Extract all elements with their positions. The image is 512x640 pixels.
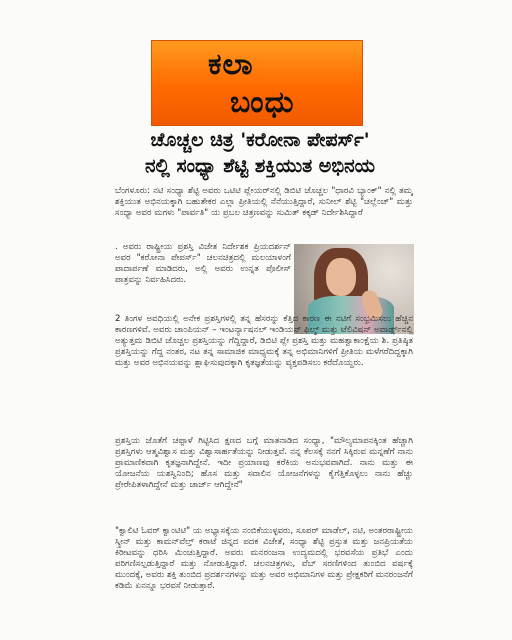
- article-paragraph-5: "ಕ್ವಾಲಿಟಿ ಓವರ್ ಕ್ವಾಂಟಿಟಿ" ಯ ಅಭ್ಯಾಸಕ್ಕೆಯ ನಂಬಿಕೆಯುಳ್ಳವರು, ಸೂಪರ್ ಮಾಡೆಲ್, ನಟಿ, ಅಂತರರಾಷ್ಟ್ರೀಯ ಸ್ಕ್ರೀನ್ ಮತ್ತು ಕಾಮನ್‌ವೆಲ್ತ್ ಕರಾಟೆ ಚಿನ್ನದ ಪದಕ ವಿಜೇತೆ, ಸಂಧ್ಯಾ ಶೆಟ್ಟಿ ಪ್ರಸ್ತುತ ಮತ್ತು ಜನಪ್ರಿಯತೆಯ ಕಿರೀಟವನ್ನು ಧರಿಸಿ ಮಿಂಚುತ್ತಿದ್ದಾರೆ. ಅವರು ಮನರಂಜನಾ ಉದ್ಯಮದಲ್ಲಿ ಭರವಸೆಯ ಪ್ರತಿಭೆ ಎಂದು ಪರಿಗಣಿಸಲ್ಪಡುತ್ತಿದ್ದಾರೆ ಮತ್ತು ನೋಡುತ್ತಿದ್ದಾರೆ. ಚಲನಚಿತ್ರಗಳು, ವೆಬ್ ಸರಣಿಗಳಿಂದ ತುಂಬಿದ ವರ್ಷಕ್ಕೆ ಮುಂದಕ್ಕೆ, ಅವರು ಶಕ್ತಿ ತುಂಬಿದ ಪ್ರದರ್ಶನಗಳನ್ನು ಮತ್ತು ಅವರ ಅಭಿಮಾನಿಗಳ ಮತ್ತು ಪ್ರೇಕ್ಷಕರಿಗೆ ಮನರಂಜನೆಗೆ ಕಡಿಮೆ ಏನನ್ನೂ ಭರವಸೆ ನೀಡುತ್ತಾರೆ.: [115, 526, 413, 591]
- section-banner: [151, 40, 363, 126]
- headline-line1: ಚೊಚ್ಚಲ ಚಿತ್ರ 'ಕರೋನಾ ಪೇಪರ್ಸ್': [150, 129, 370, 151]
- headline-line2: ನಲ್ಲಿ ಸಂಧ್ಯಾ ಶೆಟ್ಟಿ ಶಕ್ತಿಯುತ ಅಭಿನಯ: [144, 155, 376, 177]
- article-paragraph-1: ಬೆಂಗಳೂರು: ನಟಿ ಸಂಧ್ಯಾ ಶೆಟ್ಟಿ ಅವರು ಒಟಿಟಿ ಪ್ಲೇಯರ್‌ನಲ್ಲಿ ಡಿಬಿಟಿ ಚೊಚ್ಚಲ "ಧಾರವಿ ಬ್ಯಾಂಕ್" ನಲ್ಲಿ ತಮ್ಮ ಶಕ್ತಿಯುತ ಅಭಿನಯಕ್ಕಾಗಿ ಬಹುತೇಕರ ಎಲ್ಲಾ ಪ್ರೀತಿಯಲ್ಲಿ ನೆನೆಯುತ್ತಿದ್ದಾರೆ, ಸುನೀಲ್ ಶೆಟ್ಟಿ "ಚಲ್ಲೆಂಜ್" ಮತ್ತು ಸಂಧ್ಯಾ ಅವರ ಮಗಳು "ಪಾರ್ವತಿ" ಯ ಪ್ರಬಲ ಚಿತ್ರಣವನ್ನು ಸುಮಿತ್ ಕಕ್ಕಡ್ ನಿರ್ದೇಶಿಸಿದ್ದಾರೆ: [115, 186, 413, 218]
- article-paragraph-4: ಪ್ರಶಸ್ತಿಯ ಜೊತೆಗೆ ಚಪ್ಪಾಳೆ ಗಿಟ್ಟಿಸಿದ ಕ್ಷಣದ ಬಗ್ಗೆ ಮಾತನಾಡಿದ ಸಂಧ್ಯಾ, "ಮೌಲ್ಯಮಾಪನಕ್ಕಿಂತ ಹೆಚ್ಚಾಗಿ ಪ್ರಶಸ್ತಿಗಳು ಆತ್ಮವಿಶ್ವಾಸ ಮತ್ತು ವಿಶ್ವಾಸಾರ್ಹತೆಯನ್ನು ನೀಡುತ್ತವೆ. ನನ್ನ ಕೆಲಸಕ್ಕೆ ನನಗೆ ಸಿಕ್ಕಿರುವ ಮನ್ನಣೆಗೆ ನಾನು ಪ್ರಾಮಾಣಿಕವಾಗಿ ಕೃತಜ್ಞನಾಗಿದ್ದೇನೆ. ಇದೀ ಪ್ರಯಾಣವು ಕರೆಕಿಯ ಅನುಭವವಾಗಿದೆ. ನಾನು ಮತ್ತು ಈ ಯೋಜನೆಯ ಯಶಸ್ವಿನಿಂದಿ; ಹೊಸ ಮತ್ತು ಸವಾಲಿನ ಯೋಜನೆಗಳನ್ನು ಕೈಗೆತ್ತಿಕೊಳ್ಳಲು ನಾನು ಹೆಚ್ಚು ಪ್ರೇರೇಪಿತಳಾಗಿದ್ದೇನೆ ಮತ್ತು ಚಾರ್ಜ್ ಆಗಿದ್ದೇನೆ": [115, 436, 413, 490]
- banner-title-line1: ಕಲಾ: [208, 47, 254, 82]
- banner-title-line2: ಬಂಧು: [230, 85, 295, 120]
- article-paragraph-3: 2 ತಿಂಗಳ ಅವಧಿಯಲ್ಲಿ ಅನೇಕ ಪ್ರಶಸ್ತಿಗಳಲ್ಲಿ ತನ್ನ ಹೆಸರನ್ನು ಕೆತ್ತಿದ ಕಾರಣ ಈ ನಟಿಗೆ ಸಂಭ್ರಮಿಸಲು ಹೆಚ್ಚಿನ ಕಾರಣಗಳಿವೆ. ಅವರು ಚಾಂಪಿಯನ್ – ಇಂಟರ್ನ್ಯಾಷನಲ್ ಇಂಡಿಯನ್ ಫಿಲ್ಮ್ ಮತ್ತು ಟೆಲಿವಿಷನ್ ಅವಾರ್ಡ್ಸ್‌ನಲ್ಲಿ ಅತ್ಯುತ್ತಮ ಡಿಬಿಟಿ ಚೊಚ್ಚಲ ಪ್ರಶಸ್ತಿಯನ್ನು ಗೆದ್ದಿದ್ದಾರೆ, ಡಿಬಿಟಿ ಪ್ಲೇ ಪ್ರಶಸ್ತಿ ಮತ್ತು ಮಹತ್ವಾಕಾಂಕ್ಷೆಯ ಶಿ. ಪ್ರತಿಷ್ಠಿತ ಪ್ರಶಸ್ತಿಯನ್ನು ಗೆದ್ದ ನಂತರ, ನಟ ತನ್ನ ಸಾಮಾಜಿಕ ಮಾಧ್ಯಮಕ್ಕೆ ತನ್ನ ಅಭಿಮಾನಿಗಳಿಗೆ ಪ್ರೀತಿಯ ಮಳೆಗರೆದಿದ್ದಕ್ಕಾಗಿ ಮತ್ತು ಅವರ ಅಭಿನಯವನ್ನು ಶ್ಲಾಘಿಸುವುದಕ್ಕಾಗಿ ಕೃತಜ್ಞತೆಯನ್ನು ವ್ಯಕ್ತಪಡಿಸಲು ಕರೆದೊಯ್ದರು.: [115, 314, 413, 368]
- article-paragraph-2: . ಅವರು ರಾಷ್ಟ್ರೀಯ ಪ್ರಶಸ್ತಿ ವಿಜೇತ ನಿರ್ದೇಶಕ ಪ್ರಿಯದರ್ಶನ್ ಅವರ "ಕರೋನಾ ಪೇಪರ್ಸ್" ಚಲನಚಿತ್ರದಲ್ಲಿ ಮಲಯಾಳಂಗೆ ಪಾದಾರ್ಪಣೆ ಮಾಡಿದರು, ಅಲ್ಲಿ ಅವರು ಉನ್ನತ ಪೊಲೀಸ್ ಪಾತ್ರವನ್ನು ನಿರ್ವಹಿಸಿದರು.: [115, 242, 291, 285]
